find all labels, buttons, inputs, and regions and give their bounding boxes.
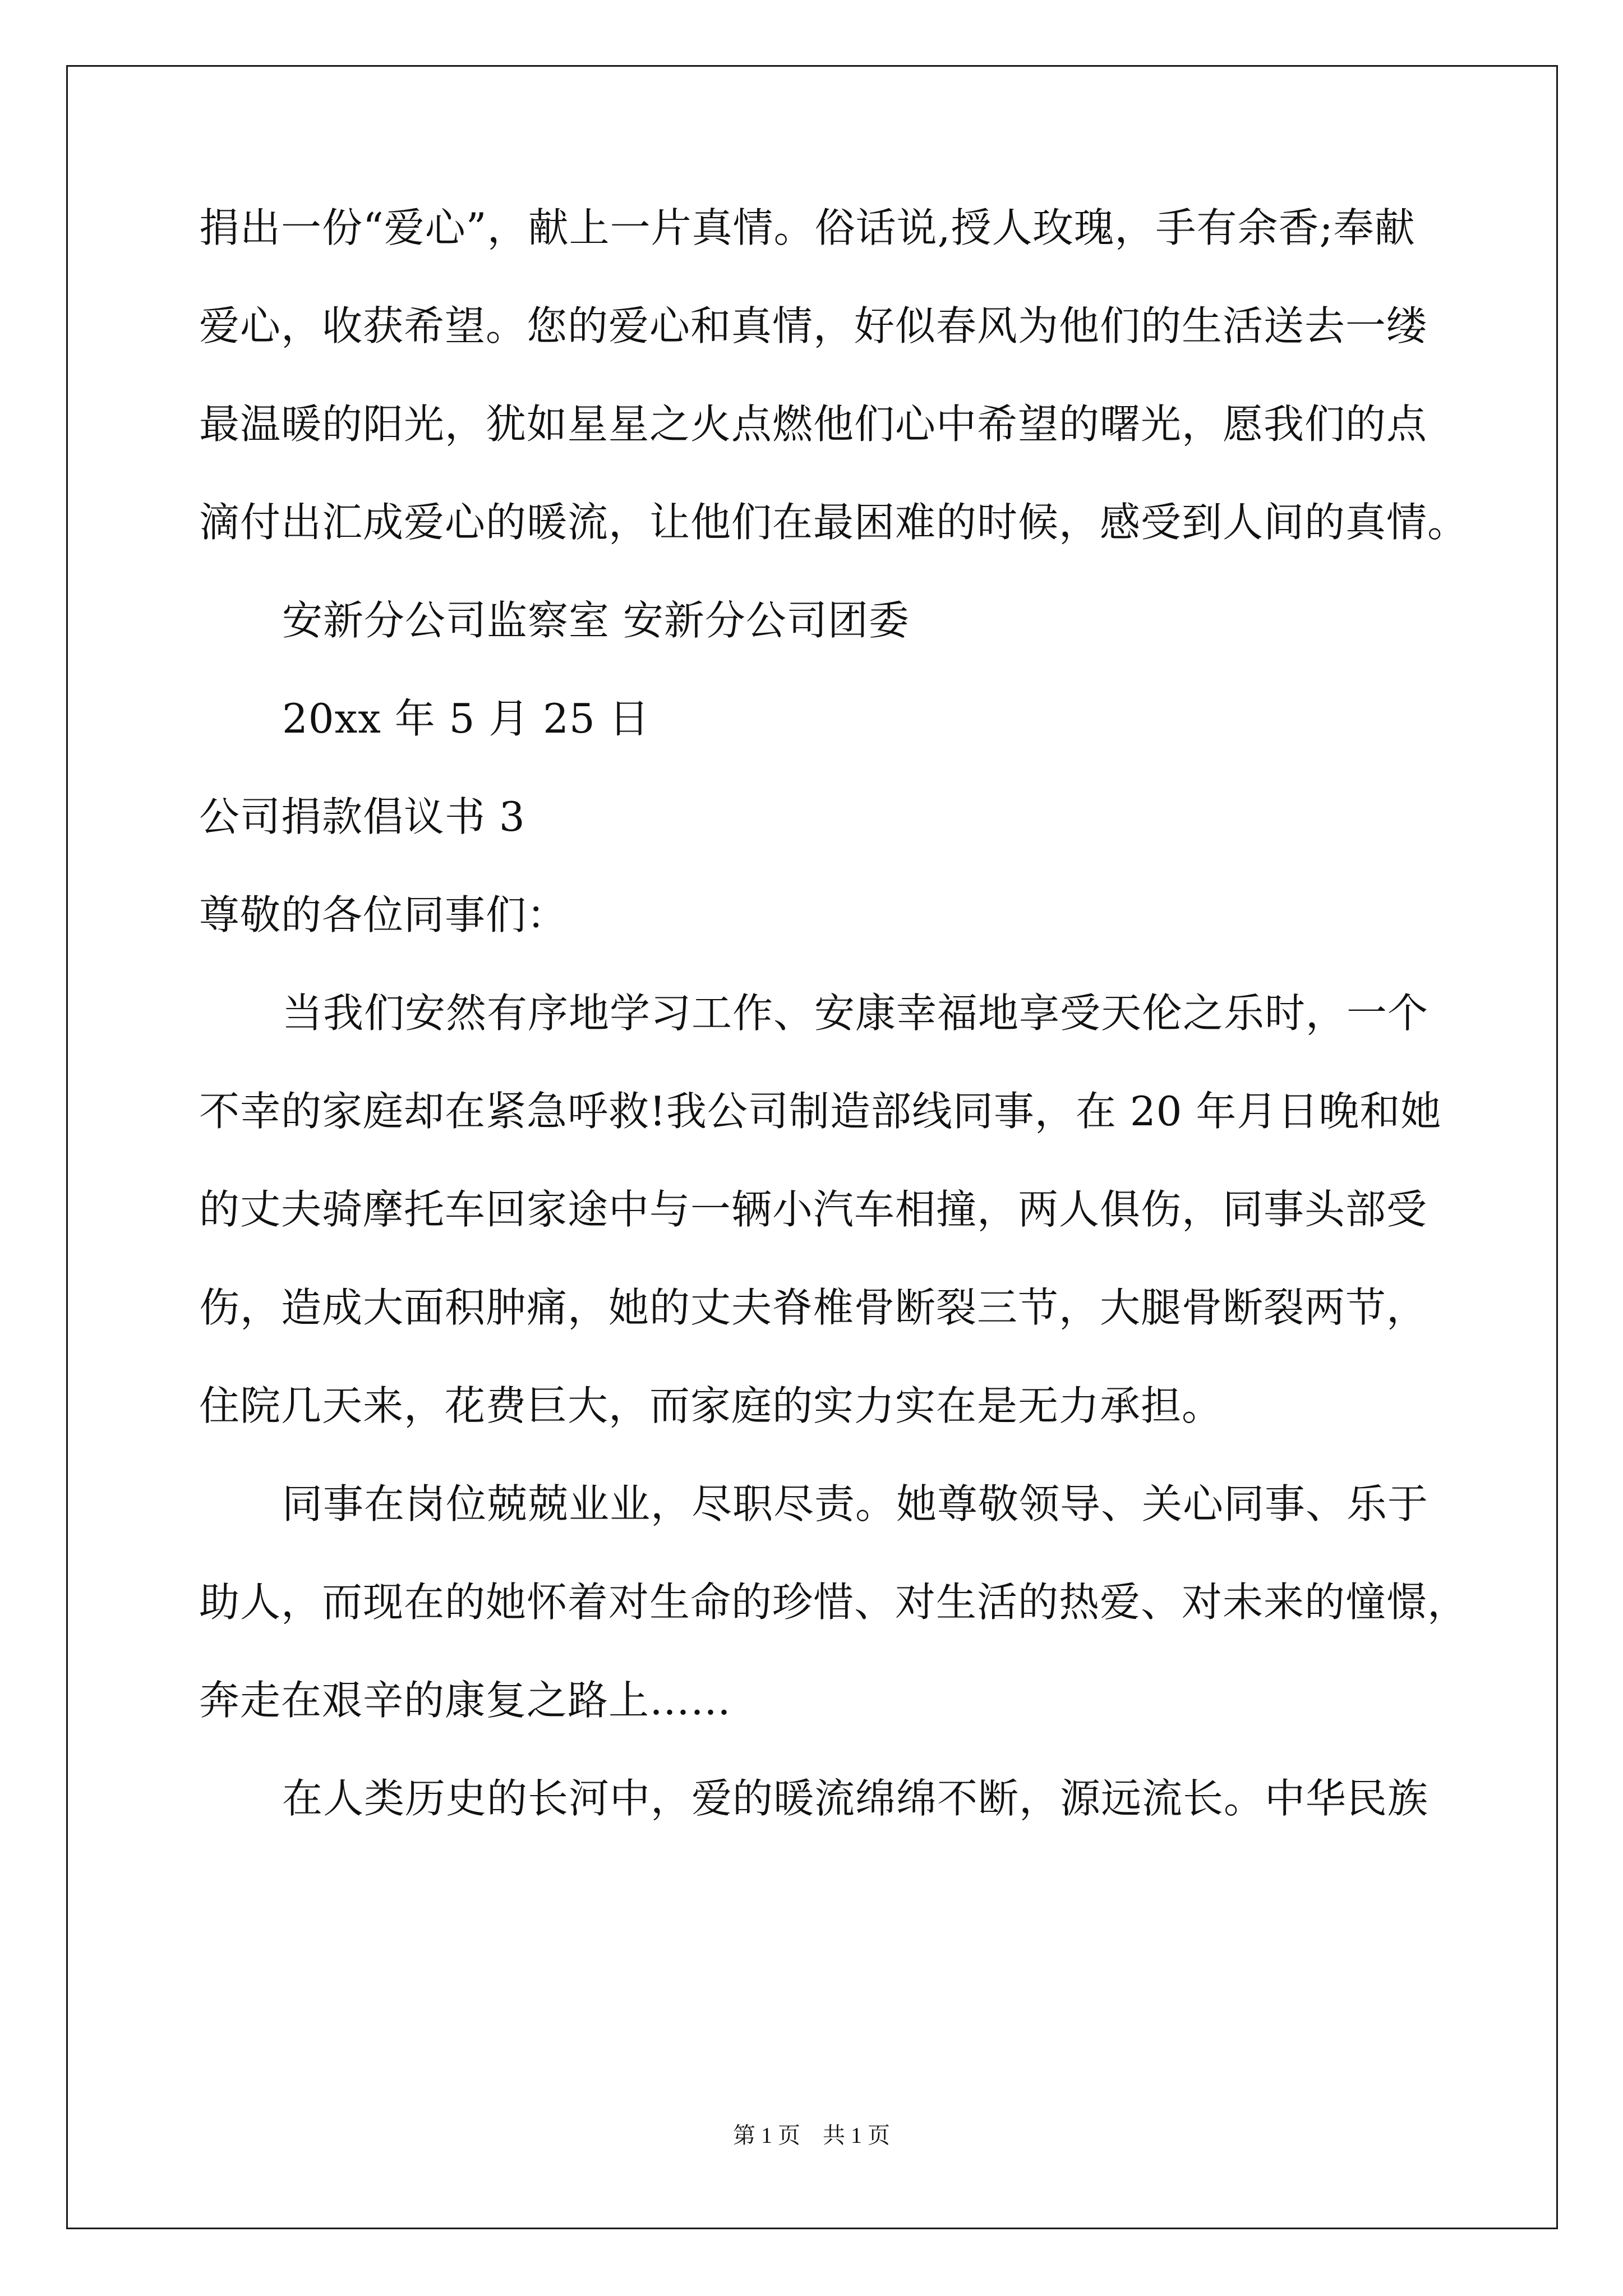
body-line-10: 同事在岗位兢兢业业，尽职尽责。她尊敬领导、关心同事、乐于 — [282, 1480, 1429, 1527]
body-line-6: 不幸的家庭却在紧急呼救!我公司制造部线同事，在 20 年月日晚和她 — [199, 1088, 1442, 1135]
page-footer: 第 1 页 共 1 页 — [733, 2123, 890, 2148]
body-line-11: 助人，而现在的她怀着对生命的珍惜、对生活的热爱、对未来的憧憬， — [199, 1579, 1469, 1626]
body-line-1: 捐出一份“爱心”，献上一片真情。俗话说,授人玫瑰，手有余香;奉献 — [199, 204, 1415, 251]
section-title: 公司捐款倡议书 3 — [199, 793, 525, 840]
body-line-7: 的丈夫骑摩托车回家途中与一辆小汽车相撞，两人俱伤，同事头部受 — [199, 1186, 1428, 1233]
signature-organizations: 安新分公司监察室 安新分公司团委 — [282, 597, 910, 644]
body-line-9: 住院几天来，花费巨大，而家庭的实力实在是无力承担。 — [199, 1382, 1223, 1429]
salutation: 尊敬的各位同事们： — [199, 891, 568, 938]
body-line-13: 在人类历史的长河中，爱的暖流绵绵不断，源远流长。中华民族 — [282, 1775, 1429, 1822]
body-line-4: 滴付出汇成爱心的暖流，让他们在最困难的时候，感受到人间的真情。 — [199, 499, 1469, 546]
body-line-5: 当我们安然有序地学习工作、安康幸福地享受天伦之乐时，一个 — [282, 990, 1429, 1037]
body-line-12: 奔走在艰辛的康复之路上…… — [199, 1677, 732, 1724]
signature-date: 20xx 年 5 月 25 日 — [282, 695, 650, 742]
page-border — [66, 65, 1558, 2229]
body-line-2: 爱心，收获希望。您的爱心和真情，好似春风为他们的生活送去一缕 — [199, 302, 1428, 349]
body-line-8: 伤，造成大面积肿痛，她的丈夫脊椎骨断裂三节，大腿骨断裂两节， — [199, 1284, 1428, 1331]
body-line-3: 最温暖的阳光，犹如星星之火点燃他们心中希望的曙光，愿我们的点 — [199, 401, 1428, 448]
